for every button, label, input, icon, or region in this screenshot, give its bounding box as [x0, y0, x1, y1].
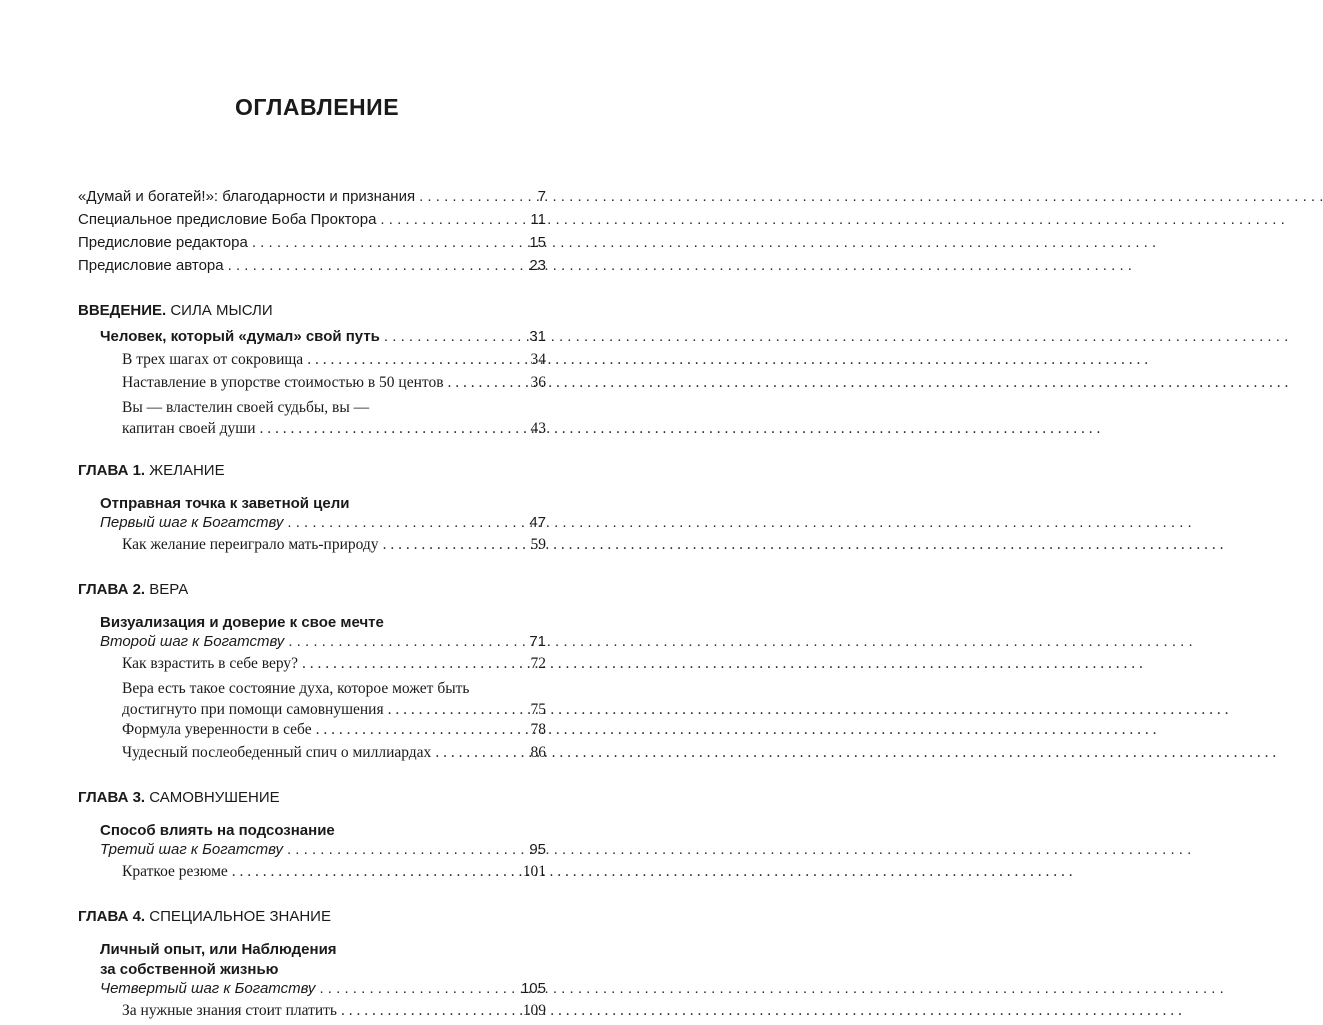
toc-entry-page: 86: [530, 744, 546, 761]
toc-entry-page: 109: [522, 1002, 546, 1019]
toc-entry-last-line: [122, 418, 546, 440]
chapter-heading-3: [78, 789, 546, 811]
dot-leader: [316, 721, 527, 739]
toc-entry-label: Человек, который «думал» свой путь: [100, 328, 380, 345]
toc-step-entry[interactable]: [100, 980, 546, 1002]
dot-leader: [252, 234, 526, 251]
toc-entry-page: 43: [530, 420, 546, 437]
toc-entry-label: Второй шаг к Богатству: [100, 633, 285, 650]
toc-subentry[interactable]: [122, 536, 546, 559]
dot-leader: [302, 655, 526, 673]
toc-entry-page: 31: [529, 328, 546, 345]
dot-leader: [380, 211, 526, 228]
page-title: ОГЛАВЛЕНИЕ: [234, 94, 400, 120]
dot-leader: [435, 744, 526, 762]
section-title-multiline: [100, 940, 546, 980]
dot-leader: [307, 351, 526, 369]
dot-leader: [287, 841, 525, 858]
chapter-number: ВВЕДЕНИЕ.: [78, 302, 167, 319]
toc-subentry[interactable]: [122, 744, 546, 767]
dot-leader: [288, 633, 525, 650]
chapter-heading-2: [78, 581, 546, 603]
toc-subentry-multiline[interactable]: [122, 678, 546, 721]
dot-leader: [228, 257, 526, 274]
dot-leader: [384, 328, 525, 345]
toc-entry-label: Предисловие автора: [78, 257, 224, 274]
toc-step-entry[interactable]: [100, 633, 546, 655]
toc-entry-page: 75: [530, 701, 546, 718]
toc-entry-label-line2: достигнуто при помощи самовнушения: [122, 701, 384, 718]
toc-entry-label: Как взрастить в себе веру?: [122, 655, 299, 672]
toc-entry-page: 34: [530, 351, 546, 368]
toc-subentry[interactable]: [122, 1002, 546, 1025]
toc-subentry[interactable]: [122, 721, 546, 744]
toc-subentry-multiline[interactable]: [122, 397, 546, 440]
toc-entry-label: Предисловие редактора: [78, 234, 248, 251]
dot-leader: [419, 188, 534, 205]
toc-entry-page: 23: [529, 257, 546, 274]
toc-subentry[interactable]: [122, 655, 546, 678]
toc-entry-page: 72: [530, 655, 546, 672]
section-title: Визуализация и доверие к свое мечте: [100, 614, 384, 631]
toc-entry-label: Третий шаг к Богатству: [100, 841, 283, 858]
chapter-number: ГЛАВА 1.: [78, 462, 146, 479]
toc-entry-label: Первый шаг к Богатству: [100, 514, 284, 531]
spacer: [78, 886, 546, 900]
dot-leader: [232, 863, 519, 881]
chapter-heading-1: [78, 462, 546, 484]
toc-entry-label: Краткое резюме: [122, 863, 228, 880]
toc-entry-label: В трех шагах от сокровища: [122, 351, 304, 368]
toc-entry-label: Формула уверенности в себе: [122, 721, 312, 738]
toc-step-entry[interactable]: [100, 841, 546, 863]
dot-leader: [448, 374, 527, 392]
dot-leader: [341, 1002, 519, 1020]
toc-entry-label-line2: капитан своей души: [122, 420, 256, 437]
toc-entry[interactable]: [78, 211, 546, 234]
dot-leader: [260, 418, 527, 439]
chapter-title: САМОВНУШЕНИЕ: [145, 789, 280, 806]
chapter-title: ЖЕЛАНИЕ: [145, 462, 225, 479]
toc-entry-label: Как желание переиграло мать-природу: [122, 536, 379, 553]
dot-leader: [388, 699, 527, 720]
toc-entry-page: 78: [530, 721, 546, 738]
spacer: [78, 767, 546, 781]
chapter-heading-4: [78, 908, 546, 930]
toc-entry-page: 47: [529, 514, 546, 531]
toc-entry-page: 15: [529, 234, 546, 251]
toc-entry-label-line1: Вы — властелин своей судьбы, вы —: [122, 399, 370, 416]
toc-section-entry[interactable]: [100, 328, 546, 351]
toc-entry-page: 101: [522, 863, 546, 880]
toc-entry-label: Четвертый шаг к Богатству: [100, 980, 316, 997]
toc-entry-label: Специальное предисловие Боба Проктора: [78, 211, 377, 228]
toc-entry[interactable]: [78, 257, 546, 280]
chapter-number: ГЛАВА 4.: [78, 908, 146, 925]
chapter-title: ВЕРА: [145, 581, 189, 598]
section-title-line1: Личный опыт, или Наблюдения: [100, 941, 337, 958]
toc-subentry[interactable]: [122, 351, 546, 374]
toc-entry[interactable]: [78, 188, 546, 211]
spacer: [78, 559, 546, 573]
chapter-number: ГЛАВА 2.: [78, 581, 146, 598]
spacer: [78, 280, 546, 294]
chapter-number: ГЛАВА 3.: [78, 789, 146, 806]
spacer: [78, 440, 546, 454]
toc-entry-label: «Думай и богатей!»: благодарности и признания: [78, 188, 416, 205]
toc-entry-page: 7: [537, 188, 546, 205]
book-page: [0, 0, 634, 1019]
chapter-title: СПЕЦИАЛЬНОЕ ЗНАНИЕ: [145, 908, 331, 925]
toc-entry-page: 59: [530, 536, 546, 553]
chapter-heading-intro: [78, 302, 546, 324]
toc-entry-page: 105: [520, 980, 546, 997]
toc-entry-page: 71: [529, 633, 546, 650]
section-title: Отправная точка к заветной цели: [100, 495, 350, 512]
toc-entry-page: 11: [530, 211, 546, 228]
toc-entry-label: Чудесный послеобеденный спич о миллиардах: [122, 744, 432, 761]
toc-step-entry[interactable]: [100, 514, 546, 536]
table-of-contents: [78, 188, 546, 1025]
section-title: Способ влиять на подсознание: [100, 822, 335, 839]
toc-entry[interactable]: [78, 234, 546, 257]
dot-leader: [287, 514, 525, 531]
toc-entry-page: 36: [530, 374, 546, 391]
toc-entry-label: За нужные знания стоит платить: [122, 1002, 337, 1019]
chapter-title: СИЛА МЫСЛИ: [166, 302, 273, 319]
section-title-line2: за собственной жизнью: [100, 961, 279, 978]
front-matter: [78, 188, 546, 280]
toc-entry-label-line1: Вера есть такое состояние духа, которое может быть: [122, 680, 470, 697]
toc-entry-label: Наставление в упорстве стоимостью в 50 центов: [122, 374, 444, 391]
toc-subentry[interactable]: [122, 863, 546, 886]
toc-entry-last-line: [122, 699, 546, 721]
toc-subentry[interactable]: [122, 374, 546, 397]
dot-leader: [383, 536, 527, 554]
toc-entry-page: 95: [529, 841, 546, 858]
dot-leader: [319, 980, 517, 997]
